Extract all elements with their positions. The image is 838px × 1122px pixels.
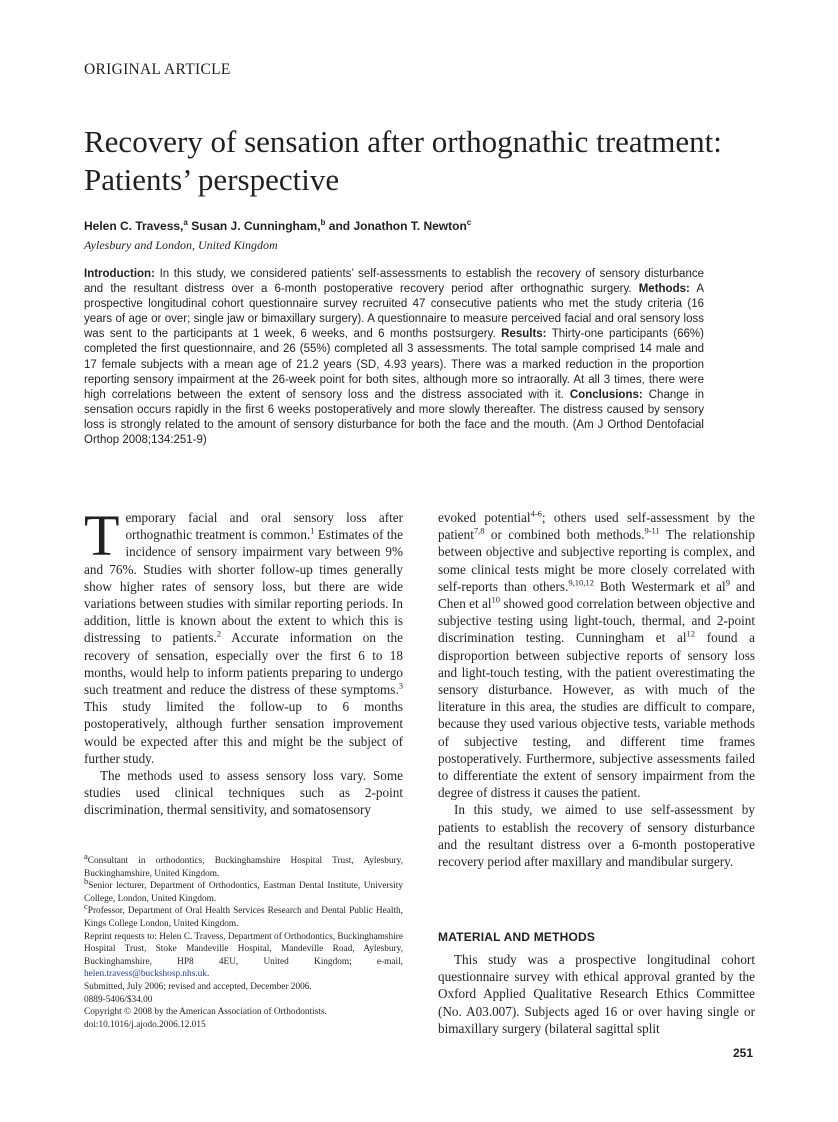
footnote-text: Reprint requests to: Helen C. Travess, Department of Orthodontics, Buckinghamshire Hospital Trust, Stoke Mandeville Hospital, Mandeville Road, Aylesbury, Buckinghamshire, HP8 4EU, United Kingdom; e-mail, xyxy=(84,931,403,967)
body-paragraph: In this study, we aimed to use self-assessment by patients to establish the recovery of sensory disturbance and the resultant distress over a 6-month postoperative recovery period after maxillary and mandibular surgery. xyxy=(438,802,755,870)
body-column-right-methods xyxy=(438,951,755,1037)
body-text: found a disproportion between subjective reports of sensory loss and light-touch testing, with the patient overestimating the sensory disturbance. However, as with much of the literature in this area, the studies are difficult to compare, because they used various objective tests, variable methods of subjective testing, and different time frames postoperatively. Furthermore, subjective assessments failed to differentiate the extent of sensory impairment from the degree of distress it causes the patient. xyxy=(438,630,756,801)
abstract-conclusions-label: Conclusions: xyxy=(569,388,643,401)
author-name: and Jonathon T. Newton xyxy=(328,219,467,233)
footnote-mark: c xyxy=(84,901,88,912)
citation-ref[interactable]: 2 xyxy=(216,629,222,640)
body-paragraph: The methods used to assess sensory loss vary. Some studies used clinical techniques such as 2-point discrimination, thermal sensitivity, and somatosensory xyxy=(84,768,403,818)
abstract-results: Thirty-one participants (66%) completed the first questionnaire, and 26 (55%) completed all 3 assessments. The total sample comprised 14 male and 17 female subjects with a mean age of 21.2 years (SD, 4.93 years). There was a marked reduction in the proportion reporting sensory impairment at the 26-week point for both sites, although more so intraorally. At all 3 times, there were high correlations between the extent of sensory loss and the distress associated with it. xyxy=(84,328,704,401)
section-heading-methods: MATERIAL AND METHODS xyxy=(438,930,596,944)
body-paragraph: This study was a prospective longitudinal cohort questionnaire survey with ethical approval granted by the Oxford Applied Qualitative Research Ethics Committee (No. A03.007). Subjects aged 16 or over having single or bimaxillary surgery (bilateral sagittal split xyxy=(438,952,755,1036)
email-link[interactable]: helen.travess@buckshosp.nhs.uk xyxy=(84,969,207,980)
drop-cap: T xyxy=(84,503,120,568)
citation-ref[interactable]: 10 xyxy=(491,594,501,605)
section-label: ORIGINAL ARTICLE xyxy=(84,61,231,78)
footnote-text: Senior lecturer, Department of Orthodontics, Eastman Dental Institute, University College, London, United Kingdom. xyxy=(84,881,403,904)
citation-ref[interactable]: 12 xyxy=(686,629,696,640)
issn: 0889-5406/$34.00 xyxy=(84,994,153,1005)
body-text: Estimates of the incidence of sensory impairment vary between 9% and 76%. Studies with shorter follow-up times generally show higher rates of sensory loss, but there are wide variations between studies with similar reporting periods. In addition, little is known about the extent to which this is distressing to patients. xyxy=(84,527,403,646)
author-name: Susan J. Cunningham, xyxy=(191,219,321,233)
footnote-b xyxy=(84,876,403,905)
author-name: Helen C. Travess, xyxy=(84,219,184,233)
abstract-methods-label: Methods: xyxy=(638,283,690,296)
footnote-a xyxy=(84,850,403,880)
doi[interactable]: doi:10.1016/j.ajodo.2006.12.015 xyxy=(84,1019,206,1030)
body-text: ; others used self-assessment by the patient xyxy=(438,510,755,543)
body-column-left xyxy=(84,503,403,819)
author-affiliation-mark: b xyxy=(320,218,326,227)
citation-ref[interactable]: 9,10,12 xyxy=(568,577,594,588)
page-number: 251 xyxy=(733,1046,754,1060)
body-text: Both Westermark et al xyxy=(593,578,726,594)
footnote-text: Professor, Department of Oral Health Services Research and Dental Public Health, Kings College London, United Kingdom. xyxy=(84,906,403,929)
footnote-text: Consultant in orthodontics, Buckinghamshire Hospital Trust, Aylesbury, Buckinghamshire, United Kingdom. xyxy=(84,856,403,879)
citation-ref[interactable]: 3 xyxy=(398,680,403,691)
abstract xyxy=(84,267,704,448)
body-text: evoked potential xyxy=(438,510,531,525)
body-text: emporary facial and oral sensory loss after orthognathic treatment is common. xyxy=(125,510,403,543)
body-text: or combined both methods. xyxy=(484,527,645,543)
footnote-text: . xyxy=(206,969,210,980)
copyright: Copyright © 2008 by the American Association of Orthodontists. xyxy=(84,1007,327,1018)
body-text: This study limited the follow-up to 6 months postoperatively, although further sensation improvement would be expected after this and might be the subject of further study. xyxy=(84,699,403,766)
author-affiliation-mark: a xyxy=(183,218,188,227)
abstract-introduction-label: Introduction: xyxy=(84,268,155,280)
body-text: Accurate information on the recovery of sensation, especially over the first 6 to 18 months, would help to inform patients preparing to undergo such treatment and reduce the distress of these symptoms. xyxy=(84,630,403,698)
article-title: Recovery of sensation after orthognathic treatment: Patients’ perspective xyxy=(84,124,722,197)
abstract-results-label: Results: xyxy=(501,328,547,341)
reprint-requests xyxy=(84,931,403,981)
body-column-right xyxy=(438,509,755,870)
submission-dates: Submitted, July 2006; revised and accepted, December 2006. xyxy=(84,981,312,992)
footnote-mark: b xyxy=(84,876,89,887)
body-text: and Chen et al xyxy=(438,578,755,612)
author-list xyxy=(84,219,471,233)
body-paragraph xyxy=(438,509,755,801)
author-affiliation-mark: c xyxy=(466,218,472,227)
citation-ref[interactable]: 9 xyxy=(725,577,730,588)
citation-ref[interactable]: 7,8 xyxy=(473,525,485,536)
footnotes xyxy=(84,850,403,1031)
author-location: Aylesbury and London, United Kingdom xyxy=(84,238,278,252)
body-text: The relationship between objective and subjective reporting is complex, and some clinical tests might be more closely correlated with self-reports than others. xyxy=(438,527,755,594)
footnote-c xyxy=(84,901,403,930)
footnote-mark: a xyxy=(84,850,88,861)
abstract-conclusions: Change in sensation occurs rapidly in the first 6 weeks postoperatively and more slowly thereafter. The distress caused by sensory loss is strongly related to the amount of sensory disturbance for both the face and the mouth. (Am J Orthod Dentofacial Orthop 2008;134:251-9) xyxy=(84,388,705,447)
body-text: showed good correlation between objective and subjective testing using light-touch, thermal, and 2-point discrimination testing. Cunningham et al xyxy=(438,596,756,646)
citation-ref[interactable]: 1 xyxy=(310,525,315,536)
body-paragraph xyxy=(84,503,403,767)
abstract-introduction: In this study, we considered patients’ self-assessments to establish the recovery of sensory disturbance and the resultant distress over a 6-month postoperative recovery period after orthognathic surgery. xyxy=(84,268,704,296)
citation-ref[interactable]: 9-11 xyxy=(644,525,660,536)
abstract-methods: A prospective longitudinal cohort questionnaire survey recruited 47 consecutive patients who met the study criteria (16 years of age or over; single jaw or bimaxillary surgery). A questionnaire to measure perceived facial and oral sensory loss was sent to the participants at 1 week, 6 weeks, and 6 months postsurgery. xyxy=(84,283,704,341)
citation-ref[interactable]: 4-6 xyxy=(530,508,542,519)
